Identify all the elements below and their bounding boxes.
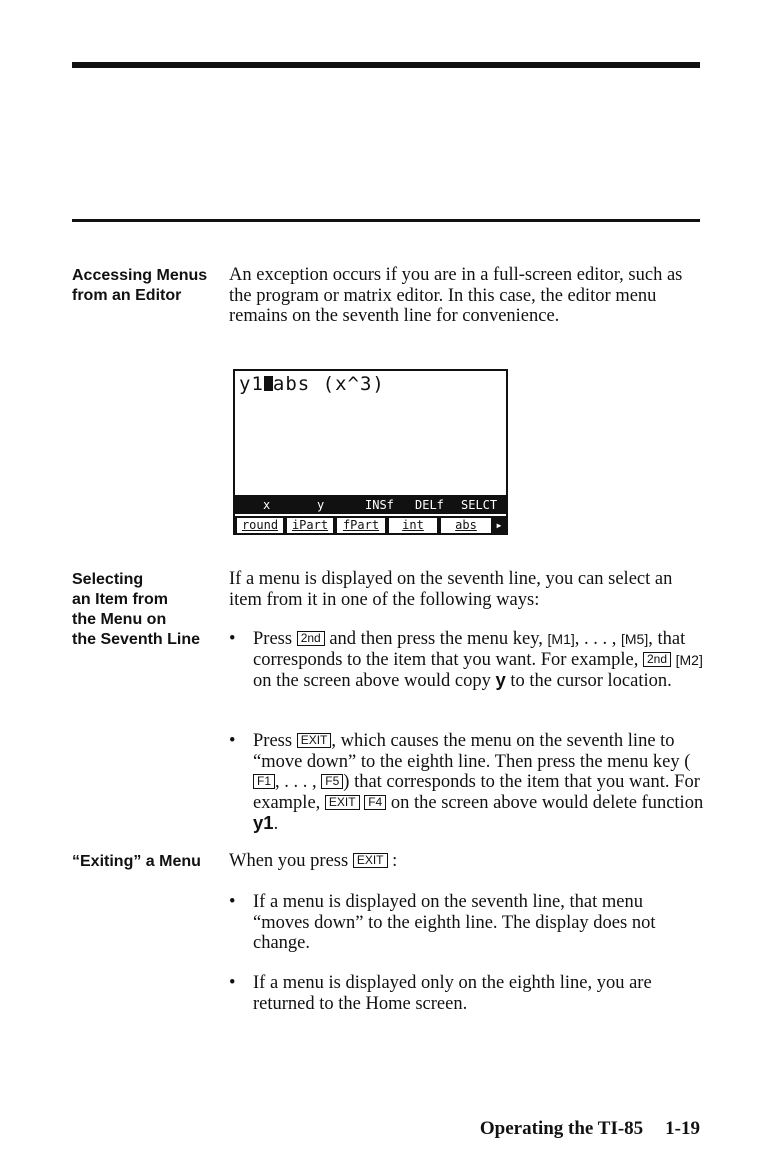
- side-heading-line: the Seventh Line: [72, 631, 201, 648]
- menu7-item: SELCT: [461, 498, 498, 512]
- footer-title: Operating the TI-85: [479, 1118, 644, 1139]
- side-heading-line: the Menu on: [72, 611, 167, 628]
- bullet-dot: •: [229, 731, 236, 751]
- screen-expression: abs (x^3): [272, 373, 385, 395]
- menu8-item: fPart: [337, 518, 385, 533]
- accessing-menus-paragraph: An exception occurs if you are in a full-screen editor, such as the program or matrix editor. In this case, the editor menu remains on the seventh line for convenience.: [229, 265, 683, 326]
- side-heading-line: Accessing Menus: [72, 267, 208, 284]
- selecting-bullet-1: • Press 2nd and then press the menu key, [M1], . . . , [M5], that corresponds to the item that you want. For example, 2nd [M2] on the screen above would copy y to the cursor location.: [229, 629, 703, 691]
- menu8-item: abs: [441, 518, 491, 533]
- selecting-paragraph: If a menu is displayed on the seventh line, you can select an item from it in one of the following ways:: [229, 569, 673, 610]
- page-number: 1-19: [665, 1118, 700, 1139]
- menu7-item: DELf: [415, 498, 444, 512]
- selecting-bullet-2: • Press EXIT , which causes the menu on the seventh line to “move down” to the eighth line. Then press the menu key (F1 , . . . , F5 ) that corresponds to the item that you want. For example, EXIT F4 on the screen above would delete function y1.: [229, 731, 704, 834]
- key-f1: F1: [253, 774, 275, 789]
- bullet-dot: •: [229, 973, 236, 993]
- key-exit: EXIT: [353, 853, 388, 868]
- key-2nd: 2nd: [297, 631, 325, 646]
- variable-y1: y1: [253, 812, 274, 833]
- screen-menu-row-eight: [235, 516, 506, 535]
- menu-key-m5: [M5]: [621, 631, 649, 647]
- top-rule: [72, 62, 700, 68]
- section-rule: [72, 219, 700, 222]
- side-heading-line: an Item from: [72, 591, 169, 608]
- key-f5: F5: [321, 774, 343, 789]
- side-heading-accessing-menus: [72, 266, 222, 306]
- screen-cursor: [264, 376, 273, 391]
- menu7-item: INSf: [365, 498, 394, 512]
- screen-entry-line: [239, 373, 385, 395]
- page-footer: [480, 1118, 700, 1140]
- side-heading-exiting: [72, 852, 222, 872]
- side-heading-line: from an Editor: [72, 287, 182, 304]
- menu8-item: iPart: [287, 518, 333, 533]
- key-2nd: 2nd: [643, 652, 671, 667]
- side-heading-line: “Exiting” a Menu: [72, 853, 201, 870]
- key-exit: EXIT: [297, 733, 332, 748]
- screen-y1: y1: [239, 373, 264, 395]
- menu7-item: y: [317, 498, 325, 512]
- menu-key-m1: [M1]: [547, 631, 575, 647]
- screen-menu-row-seven: [235, 495, 506, 514]
- side-heading-selecting: [72, 570, 222, 650]
- side-heading-line: Selecting: [72, 571, 144, 588]
- key-f4: F4: [364, 795, 386, 810]
- menu8-item: round: [237, 518, 283, 533]
- menu8-item: int: [389, 518, 437, 533]
- more-arrow-icon: ▸: [493, 518, 505, 533]
- key-exit: EXIT: [325, 795, 360, 810]
- bullet-dot: •: [229, 892, 236, 912]
- variable-y: y: [495, 669, 506, 690]
- menu-key-m2: [M2]: [675, 651, 703, 668]
- exiting-bullet-1: • If a menu is displayed on the seventh line, that menu “moves down” to the eighth line. The display does not change.: [229, 892, 656, 953]
- exiting-bullet-2: • If a menu is displayed only on the eighth line, you are returned to the Home screen.: [229, 973, 652, 1014]
- menu7-item: x: [263, 498, 271, 512]
- exiting-lead: When you press EXIT :: [229, 851, 398, 871]
- bullet-dot: •: [229, 629, 236, 649]
- calculator-screen: [233, 369, 508, 535]
